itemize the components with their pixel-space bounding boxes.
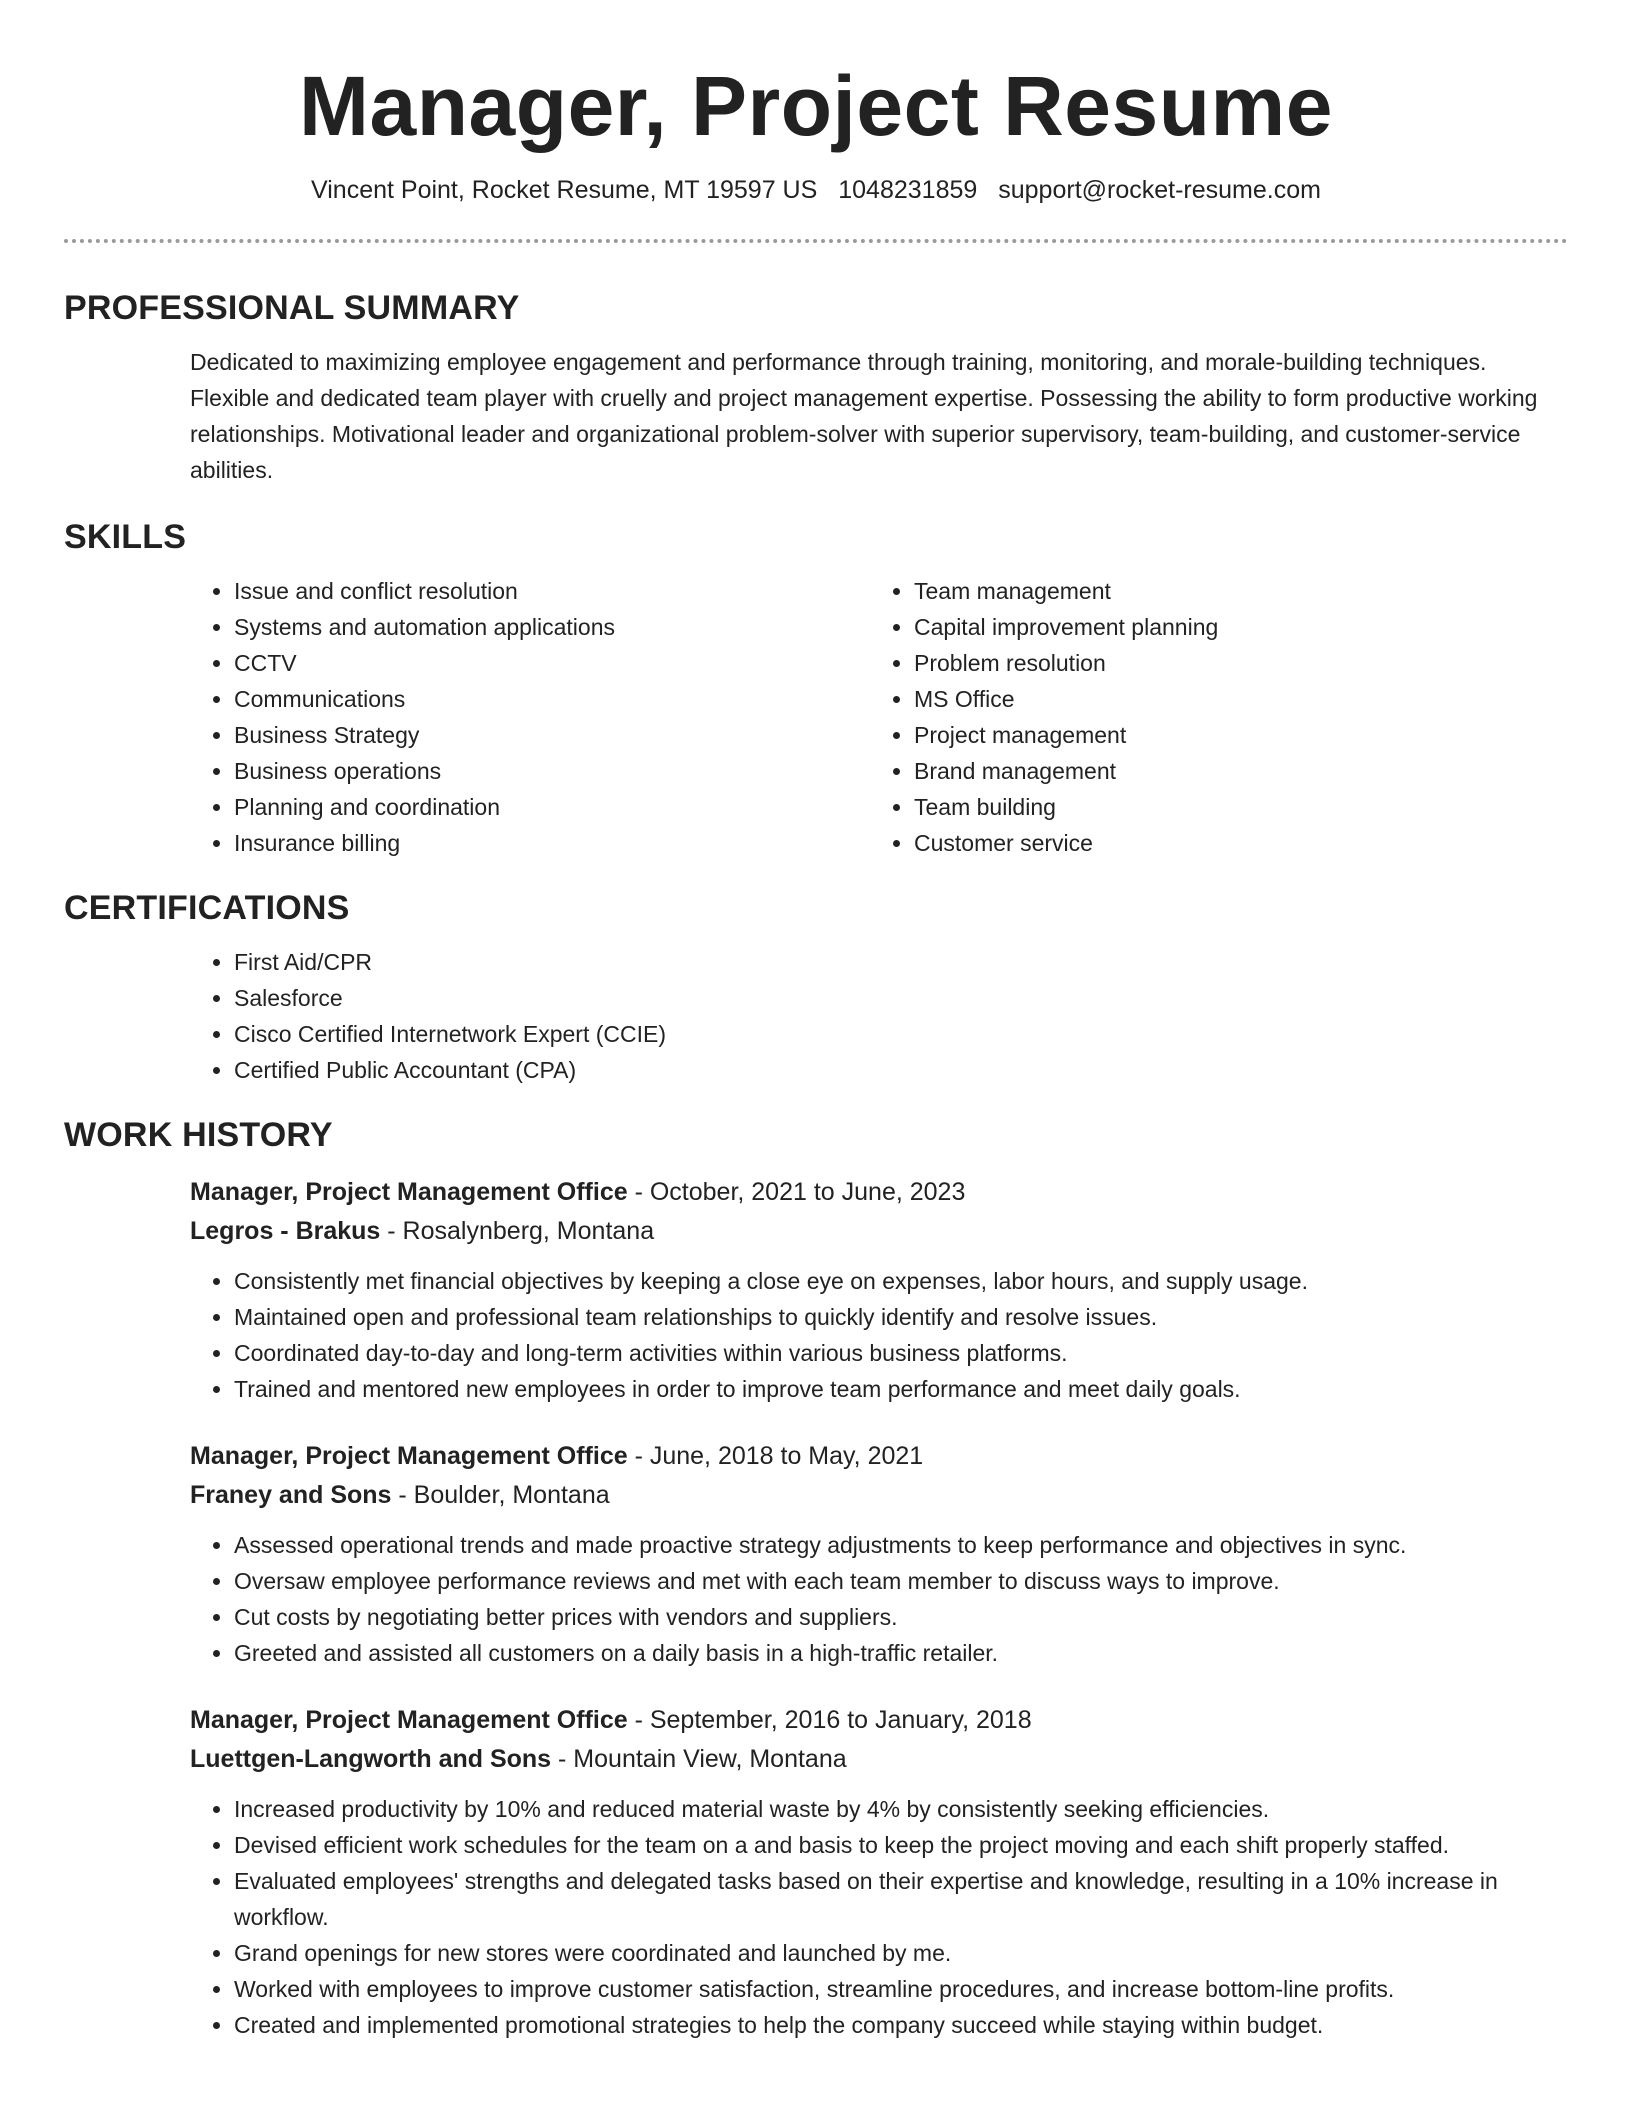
job-bullet: • Cut costs by negotiating better prices with vendors and suppliers.: [234, 1599, 1568, 1635]
job-title: Manager, Project Management Office: [190, 1442, 628, 1470]
job-bullet: • Oversaw employee performance reviews and met with each team member to discuss ways to improve.: [234, 1563, 1568, 1599]
contact-email: support@rocket-resume.com: [998, 176, 1321, 204]
job-company-line: [190, 1211, 1568, 1251]
job-bullet: • Maintained open and professional team relationships to quickly identify and resolve issues.: [234, 1299, 1568, 1335]
job-bullet: • Consistently met financial objectives by keeping a close eye on expenses, labor hours, and supply usage.: [234, 1263, 1568, 1299]
job-bullet: • Grand openings for new stores were coordinated and launched by me.: [234, 1935, 1568, 1971]
work-history-heading: WORK HISTORY: [64, 1116, 333, 1154]
job-company: Franey and Sons: [190, 1481, 392, 1509]
contact-line: [64, 176, 1568, 205]
job-company-line: [190, 1475, 1568, 1515]
skill-item: • Systems and automation applications: [234, 609, 870, 645]
skills-column-left: [190, 573, 870, 861]
skill-item: • Brand management: [914, 753, 1550, 789]
certifications-list: [190, 944, 1568, 1088]
job-bullet: • Increased productivity by 10% and reduced material waste by 4% by consistently seeking efficiencies.: [234, 1791, 1568, 1827]
job-title-line: [190, 1437, 1568, 1475]
job-company-line: [190, 1739, 1568, 1779]
job-dates: - June, 2018 to May, 2021: [627, 1442, 924, 1470]
certification-item: • Cisco Certified Internetwork Expert (CCIE): [234, 1016, 1568, 1052]
skill-item: • CCTV: [234, 645, 870, 681]
skill-item: • Communications: [234, 681, 870, 717]
job-company: Legros - Brakus: [190, 1217, 381, 1245]
job-bullet: • Coordinated day-to-day and long-term activities within various business platforms.: [234, 1335, 1568, 1371]
job-bullet: • Trained and mentored new employees in order to improve team performance and meet daily goals.: [234, 1371, 1568, 1407]
resume-title: Manager, Project Resume: [299, 59, 1333, 153]
skills-column-right: [870, 573, 1550, 861]
skill-item: • Planning and coordination: [234, 789, 870, 825]
job-entry: [190, 1437, 1568, 1671]
contact-phone: 1048231859: [838, 176, 978, 204]
certification-item: • Salesforce: [234, 980, 1568, 1016]
summary-text: Dedicated to maximizing employee engagement and performance through training, monitoring, and morale-building techniques. Flexible and dedicated team player with cruelly and project management expertise. Possessing the ability to form productive working relationships. Motivational leader and organizational problem-solver with superior supervisory, team-building, and customer-service abilities.: [190, 349, 1538, 483]
job-location: - Mountain View, Montana: [551, 1745, 847, 1773]
certification-item: • Certified Public Accountant (CPA): [234, 1052, 1568, 1088]
skill-item: • Problem resolution: [914, 645, 1550, 681]
job-title: Manager, Project Management Office: [190, 1706, 628, 1734]
job-entry: [190, 1173, 1568, 1407]
certification-item: • First Aid/CPR: [234, 944, 1568, 980]
skill-item: • Business Strategy: [234, 717, 870, 753]
skills-heading: SKILLS: [64, 518, 187, 556]
skill-item: • Issue and conflict resolution: [234, 573, 870, 609]
job-title-line: [190, 1701, 1568, 1739]
job-company: Luettgen-Langworth and Sons: [190, 1745, 552, 1773]
skill-item: • Project management: [914, 717, 1550, 753]
skills-list: [190, 573, 1568, 861]
job-bullet: • Devised efficient work schedules for the team on a and basis to keep the project moving and each shift properly staffed.: [234, 1827, 1568, 1863]
skill-item: • Business operations: [234, 753, 870, 789]
summary-heading: PROFESSIONAL SUMMARY: [64, 289, 520, 327]
certifications-heading: CERTIFICATIONS: [64, 889, 350, 927]
job-location: - Boulder, Montana: [391, 1481, 610, 1509]
skill-item: • Team management: [914, 573, 1550, 609]
skill-item: • Customer service: [914, 825, 1550, 861]
job-bullet: • Worked with employees to improve customer satisfaction, streamline procedures, and increase bottom-line profits.: [234, 1971, 1568, 2007]
job-bullet: • Created and implemented promotional strategies to help the company succeed while staying within budget.: [234, 2007, 1568, 2043]
skill-item: • Insurance billing: [234, 825, 870, 861]
header-divider: [64, 239, 1568, 243]
job-dates: - September, 2016 to January, 2018: [627, 1706, 1032, 1734]
skill-item: • Team building: [914, 789, 1550, 825]
job-bullet: • Evaluated employees' strengths and delegated tasks based on their expertise and knowledge, resulting in a 10% increase in workflow.: [234, 1863, 1568, 1935]
job-entry: [190, 1701, 1568, 2043]
job-dates: - October, 2021 to June, 2023: [627, 1178, 966, 1206]
job-title-line: [190, 1173, 1568, 1211]
job-location: - Rosalynberg, Montana: [380, 1217, 655, 1245]
job-bullet: • Assessed operational trends and made proactive strategy adjustments to keep performance and objectives in sync.: [234, 1527, 1568, 1563]
job-title: Manager, Project Management Office: [190, 1178, 628, 1206]
job-bullet: • Greeted and assisted all customers on a daily basis in a high-traffic retailer.: [234, 1635, 1568, 1671]
contact-address: Vincent Point, Rocket Resume, MT 19597 US: [311, 176, 818, 204]
skill-item: • MS Office: [914, 681, 1550, 717]
skill-item: • Capital improvement planning: [914, 609, 1550, 645]
